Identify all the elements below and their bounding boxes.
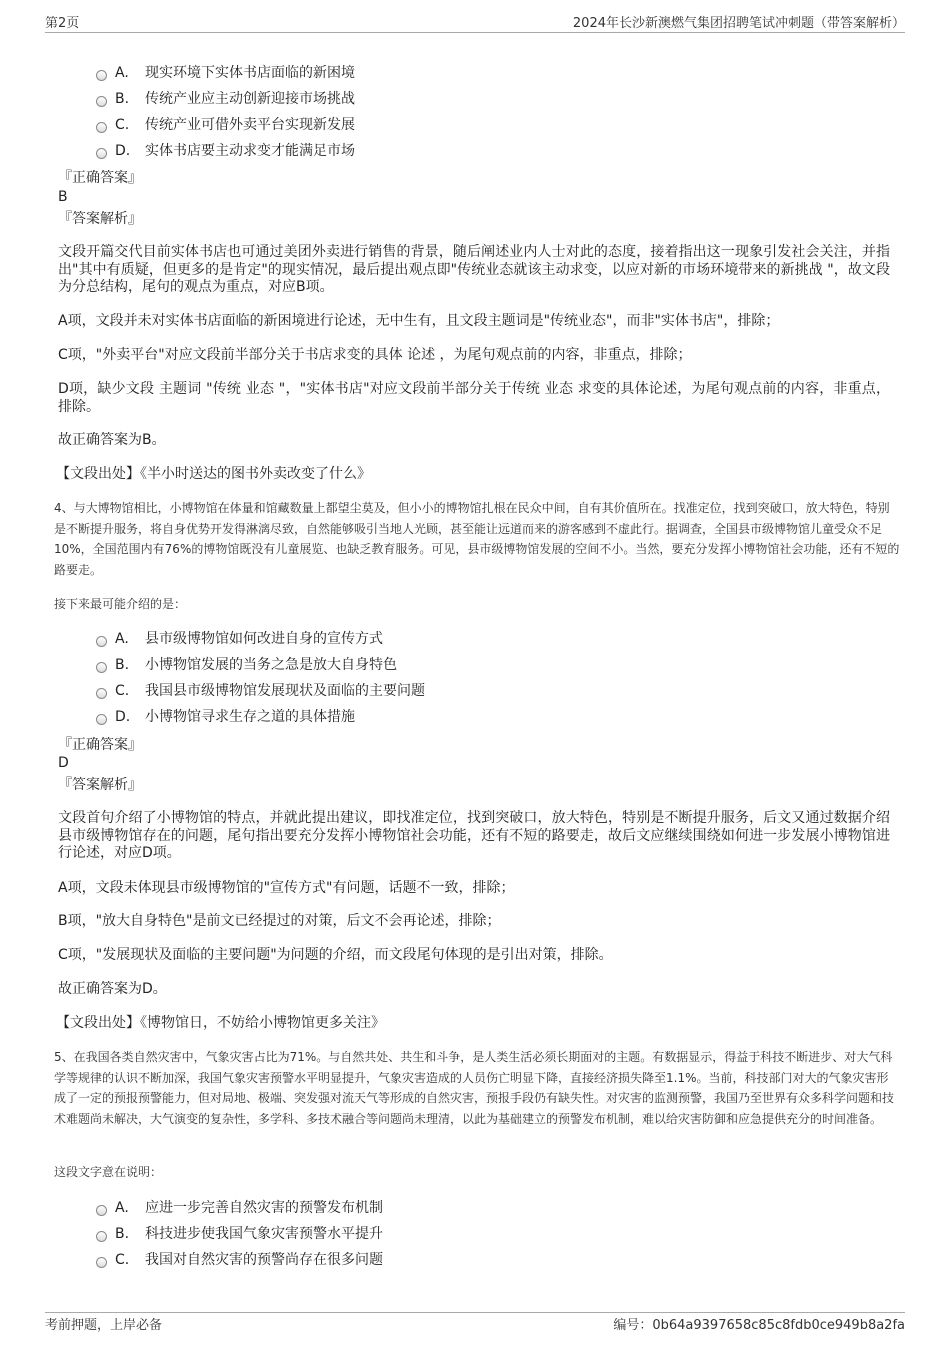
q3-answer-label: 『正确答案』 (58, 170, 142, 186)
q4-option-c[interactable] (96, 682, 425, 700)
option-letter: B. (115, 657, 130, 673)
option-letter: C. (115, 117, 130, 133)
q5-option-c[interactable] (96, 1251, 383, 1269)
q3-analysis-main: 文段开篇交代目前实体书店也可通过美团外卖进行销售的背景，随后阐述业内人士对此的态度，接着指出这一现象引发社会关注，并指出"其中有质疑，但更多的是肯定"的现实情况，最后提出观点即"传统业态就该主动求变，以应对新的市场环境带来的新挑战 "，故文段为分总结构，尾句的观点为重点，对应B项。 (58, 244, 890, 295)
q4-analysis-b: B项，"放大自身特色"是前文已经提过的对策，后文不会再论述，排除； (58, 913, 501, 929)
option-text: 小博物馆寻求生存之道的具体措施 (145, 709, 355, 725)
q4-conclusion: 故正确答案为D。 (58, 981, 167, 997)
option-text: 应进一步完善自然灾害的预警发布机制 (145, 1200, 383, 1216)
option-text: 县市级博物馆如何改进自身的宣传方式 (145, 631, 383, 647)
radio-icon[interactable] (96, 70, 107, 81)
option-text: 小博物馆发展的当务之急是放大自身特色 (145, 657, 397, 673)
q5-stem: 5、在我国各类自然灾害中，气象灾害占比为71%。与自然共处、共生和斗争，是人类生活必须长期面对的主题。有数据显示，得益于科技不断进步、对大气科学等规律的认识不断加深，我国气象灾害预警水平明显提升，气象灾害造成的人员伤亡明显下降，直接经济损失降至1.1%。当前，科技部门对大的气象灾害形成了一定的预报预警能力，但对局地、极端、突发强对流天气等形成的自然灾害，预报手段仍有缺失性。对灾害的监测预警，我国乃至世界有众多科学问题和技术难题尚未解决，大气演变的复杂性，多学科、多技术融合等问题尚未理清，以此为基础建立的预警发布机制，难以给灾害防御和应急提供充分的时间准备。 (54, 1050, 895, 1126)
q4-option-d[interactable] (96, 708, 355, 726)
document-id: 编号：0b64a9397658c85c8fdb0ce949b8a2fa (613, 1318, 905, 1333)
q4-option-a[interactable] (96, 630, 383, 648)
q4-analysis-main: 文段首句介绍了小博物馆的特点，并就此提出建议，即找准定位，找到突破口，放大特色，特别是不断提升服务，后文又通过数据介绍县市级博物馆存在的问题，尾句指出要充分发挥小博物馆社会功能，还有不短的路要走，故后文应继续围绕如何进一步发展小博物馆进行论述，对应D项。 (58, 810, 890, 861)
q3-analysis-a: A项，文段并未对实体书店面临的新困境进行论述，无中生有，且文段主题词是"传统业态"，而非"实体书店"，排除； (58, 313, 780, 329)
q4-analysis-label: 『答案解析』 (58, 777, 142, 793)
document-title: 2024年长沙新澳燃气集团招聘笔试冲刺题（带答案解析） (572, 16, 905, 31)
radio-icon[interactable] (96, 636, 107, 647)
q4-answer-label: 『正确答案』 (58, 737, 142, 753)
header-divider (45, 32, 905, 33)
option-text: 我国县市级博物馆发展现状及面临的主要问题 (145, 683, 425, 699)
footer-divider (45, 1312, 905, 1313)
option-text: 现实环境下实体书店面临的新困境 (145, 65, 355, 81)
q3-option-c[interactable] (96, 116, 355, 134)
option-text: 我国对自然灾害的预警尚存在很多问题 (145, 1252, 383, 1268)
radio-icon[interactable] (96, 1257, 107, 1268)
q4-analysis-c: C项，"发展现状及面临的主要问题"为问题的介绍，而文段尾句体现的是引出对策，排除。 (58, 947, 613, 963)
q4-option-b[interactable] (96, 656, 397, 674)
radio-icon[interactable] (96, 148, 107, 159)
option-letter: B. (115, 1226, 130, 1242)
q3-analysis-c: C项，"外卖平台"对应文段前半部分关于书店求变的具体 论述 ，为尾句观点前的内容，非重点，排除； (58, 347, 692, 363)
option-letter: C. (115, 683, 130, 699)
page-number: 第2页 (45, 16, 80, 31)
q4-source: 【文段出处】《博物馆日，不妨给小博物馆更多关注》 (56, 1015, 385, 1031)
radio-icon[interactable] (96, 1231, 107, 1242)
q3-option-b[interactable] (96, 90, 355, 108)
option-letter: A. (115, 631, 129, 647)
radio-icon[interactable] (96, 122, 107, 133)
q3-analysis-label: 『答案解析』 (58, 211, 142, 227)
option-text: 科技进步使我国气象灾害预警水平提升 (145, 1226, 383, 1242)
q4-stem: 4、与大博物馆相比，小博物馆在体量和馆藏数量上都望尘莫及，但小小的博物馆扎根在民众中间，自有其价值所在。找准定位，找到突破口，放大特色，特别是不断提升服务，将自身优势开发得淋漓尽致，自然能够吸引当地人光顾，甚至能让远道而来的游客感到不虚此行。据调查，全国县市级博物馆儿童受众不足10%，全国范围内有76%的博物馆既没有儿童展览、也缺乏教育服务。可见，县市级博物馆发展的空间不小。当然，要充分发挥小博物馆社会功能，还有不短的路要走。 (54, 501, 900, 577)
q3-conclusion: 故正确答案为B。 (58, 432, 166, 448)
option-letter: A. (115, 1200, 129, 1216)
option-letter: D. (115, 709, 131, 725)
radio-icon[interactable] (96, 1205, 107, 1216)
q3-option-d[interactable] (96, 142, 355, 160)
option-letter: A. (115, 65, 129, 81)
footer-slogan: 考前押题，上岸必备 (45, 1318, 163, 1333)
q3-analysis-d: D项，缺少文段 主题词 "传统 业态 "，"实体书店"对应文段前半部分关于传统 业态 求变的具体论述，为尾句观点前的内容，非重点，排除。 (58, 381, 890, 415)
q4-prompt: 接下来最可能介绍的是： (54, 597, 187, 611)
q3-answer: B (58, 189, 68, 205)
option-text: 传统产业应主动创新迎接市场挑战 (145, 91, 355, 107)
q4-answer: D (58, 755, 69, 771)
radio-icon[interactable] (96, 662, 107, 673)
q4-analysis-a: A项，文段未体现县市级博物馆的"宣传方式"有问题，话题不一致，排除； (58, 880, 515, 896)
radio-icon[interactable] (96, 96, 107, 107)
q3-source: 【文段出处】《半小时送达的图书外卖改变了什么》 (56, 466, 371, 482)
radio-icon[interactable] (96, 688, 107, 699)
option-text: 实体书店要主动求变才能满足市场 (145, 143, 355, 159)
q5-option-a[interactable] (96, 1199, 383, 1217)
option-letter: D. (115, 143, 131, 159)
option-letter: B. (115, 91, 130, 107)
option-text: 传统产业可借外卖平台实现新发展 (145, 117, 355, 133)
q3-option-a[interactable] (96, 64, 355, 82)
q5-option-b[interactable] (96, 1225, 383, 1243)
radio-icon[interactable] (96, 714, 107, 725)
q5-prompt: 这段文字意在说明： (54, 1165, 163, 1179)
option-letter: C. (115, 1252, 130, 1268)
